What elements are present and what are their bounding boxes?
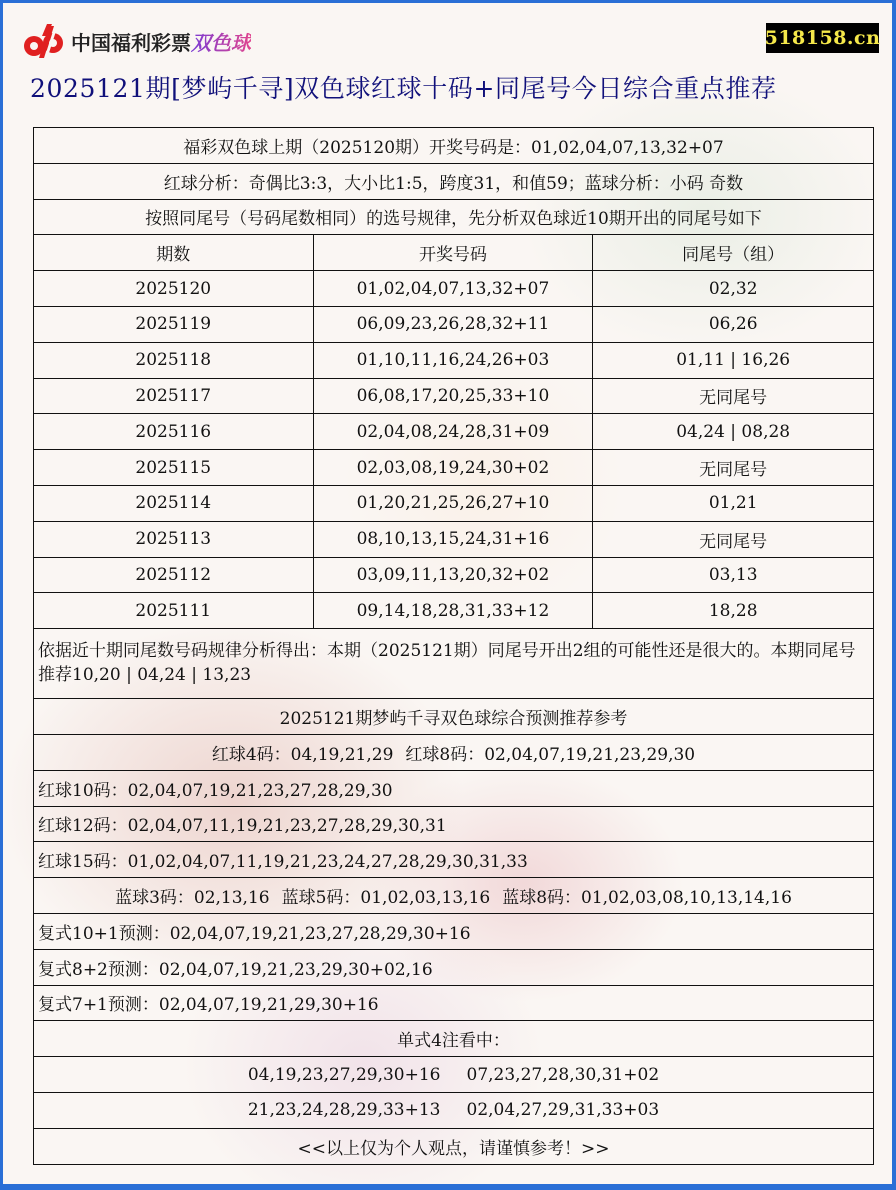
table-row <box>34 593 874 629</box>
same-tail-cell: 02,32 <box>593 271 874 307</box>
red-8-codes: 红球8码：02,04,07,19,21,23,29,30 <box>405 744 696 765</box>
issue-cell: 2025117 <box>34 378 314 414</box>
numbers-cell: 02,03,08,19,24,30+02 <box>313 450 593 486</box>
table-row <box>34 485 874 521</box>
numbers-cell: 02,04,08,24,28,31+09 <box>313 414 593 450</box>
welfare-lottery-logo-icon <box>23 22 65 60</box>
single-ticket-4: 02,04,27,29,31,33+03 <box>466 1100 660 1121</box>
last-draw-row <box>34 128 874 164</box>
red-4-8-cell <box>34 734 874 770</box>
numbers-cell: 09,14,18,28,31,33+12 <box>313 593 593 629</box>
red-4-codes: 红球4码：04,19,21,29 <box>211 744 394 765</box>
fushi-8-2-text: 复式8+2预测：02,04,07,19,21,23,29,30+02,16 <box>34 949 874 985</box>
same-tail-cell: 01,11 | 16,26 <box>593 342 874 378</box>
numbers-cell: 06,08,17,20,25,33+10 <box>313 378 593 414</box>
single-heading-row <box>34 1021 874 1057</box>
table-row <box>34 521 874 557</box>
issue-cell: 2025120 <box>34 271 314 307</box>
same-tail-cell: 04,24 | 08,28 <box>593 414 874 450</box>
single-ticket-2: 07,23,27,28,30,31+02 <box>466 1064 660 1085</box>
blue-5-codes: 蓝球5码：01,02,03,13,16 <box>281 888 491 909</box>
red-4-8-row <box>34 734 874 770</box>
numbers-cell: 01,20,21,25,26,27+10 <box>313 485 593 521</box>
disclaimer-text: <<以上仅为个人观点，请谨慎参考！>> <box>34 1128 874 1164</box>
fushi-8-2-row <box>34 949 874 985</box>
recommendation-table <box>33 127 874 1165</box>
single-ticket-3: 21,23,24,28,29,33+13 <box>247 1100 441 1121</box>
single-pair-2 <box>34 1092 874 1128</box>
fushi-7-1-text: 复式7+1预测：02,04,07,19,21,29,30+16 <box>34 985 874 1021</box>
red-10-row <box>34 770 874 806</box>
same-tail-cell: 18,28 <box>593 593 874 629</box>
column-header-same-tail: 同尾号（组） <box>593 235 874 271</box>
issue-cell: 2025115 <box>34 450 314 486</box>
blue-8-codes: 蓝球8码：01,02,03,08,10,13,14,16 <box>502 888 792 909</box>
numbers-cell: 03,09,11,13,20,32+02 <box>313 557 593 593</box>
rule-intro-row <box>34 199 874 235</box>
numbers-cell: 08,10,13,15,24,31+16 <box>313 521 593 557</box>
table-row <box>34 557 874 593</box>
issue-cell: 2025118 <box>34 342 314 378</box>
site-badge[interactable]: 518158.cn <box>766 23 879 53</box>
column-header-numbers: 开奖号码 <box>313 235 593 271</box>
analysis-row <box>34 163 874 199</box>
rule-intro-text: 按照同尾号（号码尾数相同）的选号规律，先分析双色球近10期开出的同尾号如下 <box>34 199 874 235</box>
last-draw-text: 福彩双色球上期（2025120期）开奖号码是：01,02,04,07,13,32+07 <box>34 128 874 164</box>
prediction-heading-row <box>34 699 874 735</box>
single-pair-1 <box>34 1057 874 1093</box>
header <box>3 3 892 123</box>
same-tail-cell: 01,21 <box>593 485 874 521</box>
fushi-10-1-row <box>34 913 874 949</box>
table-row <box>34 271 874 307</box>
issue-cell: 2025116 <box>34 414 314 450</box>
history-header-row <box>34 235 874 271</box>
red-15-codes: 红球15码：01,02,04,07,11,19,21,23,24,27,28,29,30,31,33 <box>34 842 874 878</box>
numbers-cell: 01,10,11,16,24,26+03 <box>313 342 593 378</box>
blue-3-codes: 蓝球3码：02,13,16 <box>115 888 270 909</box>
same-tail-cell: 无同尾号 <box>593 521 874 557</box>
same-tail-cell: 03,13 <box>593 557 874 593</box>
issue-cell: 2025119 <box>34 306 314 342</box>
red-12-row <box>34 806 874 842</box>
red-15-row <box>34 842 874 878</box>
single-heading: 单式4注看中： <box>34 1021 874 1057</box>
table-row <box>34 306 874 342</box>
fushi-10-1-text: 复式10+1预测：02,04,07,19,21,23,27,28,29,30+16 <box>34 913 874 949</box>
same-tail-cell: 06,26 <box>593 306 874 342</box>
single-ticket-1: 04,19,23,27,29,30+16 <box>247 1064 441 1085</box>
blue-codes-row <box>34 878 874 914</box>
fushi-7-1-row <box>34 985 874 1021</box>
numbers-cell: 06,09,23,26,28,32+11 <box>313 306 593 342</box>
red-12-codes: 红球12码：02,04,07,11,19,21,23,27,28,29,30,31 <box>34 806 874 842</box>
same-tail-cell: 无同尾号 <box>593 450 874 486</box>
lottery-logo[interactable] <box>23 23 251 59</box>
table-row <box>34 342 874 378</box>
logo-text: 中国福利彩票 <box>71 30 191 55</box>
conclusion-row <box>34 629 874 699</box>
conclusion-text: 依据近十期同尾数号码规律分析得出：本期（2025121期）同尾号开出2组的可能性还是很大的。本期同尾号推荐10,20 | 04,24 | 13,23 <box>34 629 874 699</box>
same-tail-cell: 无同尾号 <box>593 378 874 414</box>
table-row <box>34 378 874 414</box>
numbers-cell: 01,02,04,07,13,32+07 <box>313 271 593 307</box>
table-row <box>34 414 874 450</box>
issue-cell: 2025112 <box>34 557 314 593</box>
prediction-heading: 2025121期梦屿千寻双色球综合预测推荐参考 <box>34 699 874 735</box>
disclaimer-row <box>34 1128 874 1164</box>
red-10-codes: 红球10码：02,04,07,19,21,23,27,28,29,30 <box>34 770 874 806</box>
issue-cell: 2025113 <box>34 521 314 557</box>
blue-codes-cell <box>34 878 874 914</box>
page-title: 2025121期[梦屿千寻]双色球红球十码+同尾号今日综合重点推荐 <box>30 74 777 103</box>
table-row <box>34 450 874 486</box>
analysis-text: 红球分析：奇偶比3:3，大小比1:5，跨度31，和值59；蓝球分析：小码 奇数 <box>34 163 874 199</box>
issue-cell: 2025114 <box>34 485 314 521</box>
single-row-2 <box>34 1092 874 1128</box>
logo-game-name: 双色球 <box>191 27 251 56</box>
issue-cell: 2025111 <box>34 593 314 629</box>
single-row-1 <box>34 1057 874 1093</box>
column-header-issue: 期数 <box>34 235 314 271</box>
